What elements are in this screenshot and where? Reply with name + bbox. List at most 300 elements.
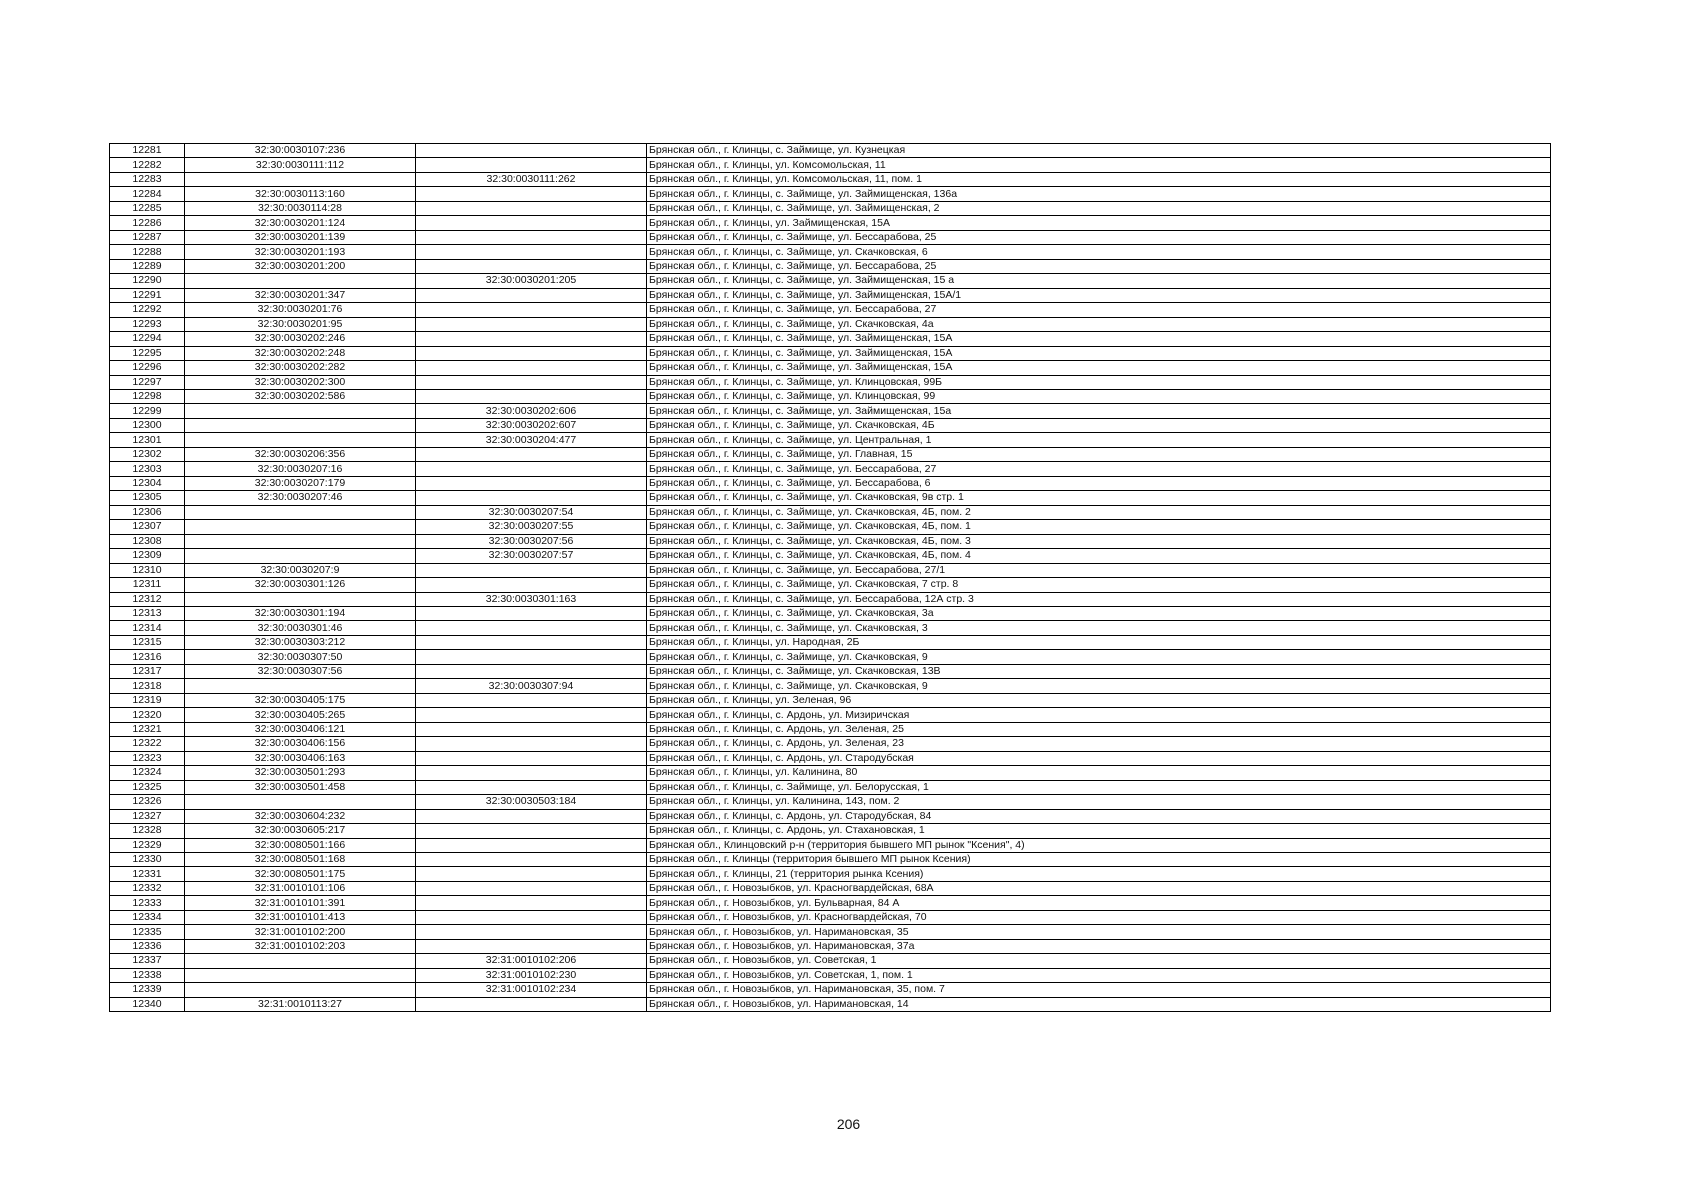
cadastral-number-cell: 32:30:0030202:300 xyxy=(185,375,416,389)
row-number-cell: 12296 xyxy=(110,361,185,375)
table-row xyxy=(110,925,1551,939)
table-row xyxy=(110,476,1551,490)
table-row xyxy=(110,361,1551,375)
cadastral-number-cell xyxy=(185,534,416,548)
table-row xyxy=(110,708,1551,722)
address-cell: Брянская обл., г. Клинцы, с. Ардонь, ул. Зеленая, 25 xyxy=(647,722,1551,736)
address-cell: Брянская обл., г. Новозыбков, ул. Наримановская, 35, пом. 7 xyxy=(647,983,1551,997)
cadastral-number-cell: 32:30:0030201:347 xyxy=(185,288,416,302)
table-row xyxy=(110,896,1551,910)
row-number-cell: 12281 xyxy=(110,144,185,158)
address-cell: Брянская обл., г. Клинцы, с. Займище, ул. Бессарабова, 27 xyxy=(647,303,1551,317)
table-row xyxy=(110,245,1551,259)
row-number-cell: 12340 xyxy=(110,997,185,1011)
row-number-cell: 12285 xyxy=(110,201,185,215)
row-number-cell: 12312 xyxy=(110,592,185,606)
premises-cadastral-number-cell xyxy=(416,317,647,331)
row-number-cell: 12334 xyxy=(110,910,185,924)
registry-table xyxy=(109,143,1551,1012)
table-row xyxy=(110,881,1551,895)
cadastral-number-cell xyxy=(185,274,416,288)
cadastral-number-cell: 32:30:0030307:50 xyxy=(185,650,416,664)
address-cell: Брянская обл., г. Клинцы, ул. Калинина, 80 xyxy=(647,766,1551,780)
cadastral-number-cell: 32:30:0030111:112 xyxy=(185,158,416,172)
table-row xyxy=(110,505,1551,519)
cadastral-number-cell xyxy=(185,954,416,968)
address-cell: Брянская обл., г. Клинцы, ул. Зеленая, 96 xyxy=(647,693,1551,707)
premises-cadastral-number-cell xyxy=(416,288,647,302)
premises-cadastral-number-cell xyxy=(416,939,647,953)
address-cell: Брянская обл., г. Клинцы, с. Займище, ул. Бессарабова, 25 xyxy=(647,259,1551,273)
row-number-cell: 12321 xyxy=(110,722,185,736)
premises-cadastral-number-cell xyxy=(416,491,647,505)
table-row xyxy=(110,809,1551,823)
address-cell: Брянская обл., г. Клинцы, с. Займище, ул. Скачковская, 3 xyxy=(647,621,1551,635)
row-number-cell: 12326 xyxy=(110,795,185,809)
table-row xyxy=(110,520,1551,534)
table-row xyxy=(110,766,1551,780)
cadastral-number-cell: 32:31:0010101:106 xyxy=(185,881,416,895)
premises-cadastral-number-cell xyxy=(416,621,647,635)
row-number-cell: 12316 xyxy=(110,650,185,664)
row-number-cell: 12283 xyxy=(110,172,185,186)
row-number-cell: 12314 xyxy=(110,621,185,635)
table-row xyxy=(110,534,1551,548)
premises-cadastral-number-cell: 32:30:0030207:57 xyxy=(416,549,647,563)
premises-cadastral-number-cell: 32:30:0030111:262 xyxy=(416,172,647,186)
row-number-cell: 12317 xyxy=(110,664,185,678)
row-number-cell: 12319 xyxy=(110,693,185,707)
address-cell: Брянская обл., г. Клинцы, с. Займище, ул. Скачковская, 4Б, пом. 4 xyxy=(647,549,1551,563)
address-cell: Брянская обл., г. Клинцы, с. Займище, ул. Скачковская, 13В xyxy=(647,664,1551,678)
row-number-cell: 12336 xyxy=(110,939,185,953)
address-cell: Брянская обл., г. Клинцы, с. Займище, ул. Кузнецкая xyxy=(647,144,1551,158)
address-cell: Брянская обл., г. Клинцы, с. Займище, ул. Займищенская, 15 а xyxy=(647,274,1551,288)
premises-cadastral-number-cell xyxy=(416,809,647,823)
premises-cadastral-number-cell: 32:30:0030207:55 xyxy=(416,520,647,534)
row-number-cell: 12306 xyxy=(110,505,185,519)
cadastral-number-cell: 32:31:0010101:391 xyxy=(185,896,416,910)
cadastral-number-cell: 32:31:0010102:203 xyxy=(185,939,416,953)
address-cell: Брянская обл., г. Клинцы, с. Займище, ул. Скачковская, 4Б, пом. 2 xyxy=(647,505,1551,519)
premises-cadastral-number-cell: 32:31:0010102:230 xyxy=(416,968,647,982)
cadastral-number-cell: 32:30:0030406:121 xyxy=(185,722,416,736)
address-cell: Брянская обл., г. Клинцы, с. Займище, ул. Скачковская, 9 xyxy=(647,679,1551,693)
premises-cadastral-number-cell xyxy=(416,751,647,765)
table-row xyxy=(110,389,1551,403)
address-cell: Брянская обл., г. Новозыбков, ул. Наримановская, 35 xyxy=(647,925,1551,939)
table-row xyxy=(110,592,1551,606)
address-cell: Брянская обл., г. Клинцы, с. Займище, ул. Скачковская, 6 xyxy=(647,245,1551,259)
premises-cadastral-number-cell xyxy=(416,389,647,403)
address-cell: Брянская обл., г. Клинцы, с. Займище, ул. Бессарабова, 27 xyxy=(647,462,1551,476)
address-cell: Брянская обл., г. Клинцы, с. Займище, ул. Скачковская, 3а xyxy=(647,607,1551,621)
premises-cadastral-number-cell xyxy=(416,867,647,881)
cadastral-number-cell: 32:31:0010113:27 xyxy=(185,997,416,1011)
row-number-cell: 12308 xyxy=(110,534,185,548)
cadastral-number-cell: 32:30:0030201:124 xyxy=(185,216,416,230)
premises-cadastral-number-cell: 32:30:0030202:606 xyxy=(416,404,647,418)
table-row xyxy=(110,230,1551,244)
row-number-cell: 12313 xyxy=(110,607,185,621)
cadastral-number-cell: 32:30:0030113:160 xyxy=(185,187,416,201)
premises-cadastral-number-cell: 32:30:0030202:607 xyxy=(416,418,647,432)
premises-cadastral-number-cell xyxy=(416,447,647,461)
premises-cadastral-number-cell: 32:30:0030301:163 xyxy=(416,592,647,606)
row-number-cell: 12304 xyxy=(110,476,185,490)
table-row xyxy=(110,303,1551,317)
cadastral-number-cell: 32:30:0030604:232 xyxy=(185,809,416,823)
premises-cadastral-number-cell xyxy=(416,303,647,317)
cadastral-number-cell: 32:30:0030202:246 xyxy=(185,332,416,346)
row-number-cell: 12323 xyxy=(110,751,185,765)
table-row xyxy=(110,997,1551,1011)
cadastral-number-cell: 32:30:0030207:46 xyxy=(185,491,416,505)
row-number-cell: 12295 xyxy=(110,346,185,360)
row-number-cell: 12322 xyxy=(110,737,185,751)
row-number-cell: 12320 xyxy=(110,708,185,722)
address-cell: Брянская обл., г. Клинцы, с. Займище, ул. Займищенская, 15а xyxy=(647,404,1551,418)
row-number-cell: 12300 xyxy=(110,418,185,432)
premises-cadastral-number-cell xyxy=(416,693,647,707)
premises-cadastral-number-cell xyxy=(416,216,647,230)
table-row xyxy=(110,404,1551,418)
cadastral-number-cell: 32:30:0030405:175 xyxy=(185,693,416,707)
row-number-cell: 12299 xyxy=(110,404,185,418)
table-row xyxy=(110,433,1551,447)
premises-cadastral-number-cell: 32:30:0030207:56 xyxy=(416,534,647,548)
table-row xyxy=(110,259,1551,273)
address-cell: Брянская обл., г. Клинцы, с. Займище, ул. Займищенская, 15А xyxy=(647,361,1551,375)
premises-cadastral-number-cell xyxy=(416,578,647,592)
row-number-cell: 12302 xyxy=(110,447,185,461)
address-cell: Брянская обл., г. Новозыбков, ул. Советская, 1, пом. 1 xyxy=(647,968,1551,982)
cadastral-number-cell xyxy=(185,968,416,982)
cadastral-number-cell xyxy=(185,549,416,563)
table-row xyxy=(110,187,1551,201)
row-number-cell: 12328 xyxy=(110,824,185,838)
address-cell: Брянская обл., г. Клинцы, с. Займище, ул. Клинцовская, 99 xyxy=(647,389,1551,403)
table-row xyxy=(110,216,1551,230)
table-row xyxy=(110,375,1551,389)
address-cell: Брянская обл., г. Клинцы, с. Ардонь, ул. Мизиричская xyxy=(647,708,1551,722)
cadastral-number-cell xyxy=(185,172,416,186)
cadastral-number-cell: 32:30:0030202:248 xyxy=(185,346,416,360)
address-cell: Брянская обл., г. Клинцы, с. Займище, ул. Центральная, 1 xyxy=(647,433,1551,447)
address-cell: Брянская обл., г. Новозыбков, ул. Красногвардейская, 68А xyxy=(647,881,1551,895)
address-cell: Брянская обл., г. Клинцы, с. Займище, ул. Бессарабова, 6 xyxy=(647,476,1551,490)
premises-cadastral-number-cell: 32:30:0030201:205 xyxy=(416,274,647,288)
table-row xyxy=(110,824,1551,838)
premises-cadastral-number-cell: 32:31:0010102:234 xyxy=(416,983,647,997)
cadastral-number-cell: 32:30:0030206:356 xyxy=(185,447,416,461)
cadastral-number-cell: 32:30:0030605:217 xyxy=(185,824,416,838)
premises-cadastral-number-cell xyxy=(416,187,647,201)
table-row xyxy=(110,621,1551,635)
table-row xyxy=(110,751,1551,765)
address-cell: Брянская обл., г. Клинцы, с. Займище, ул. Бессарабова, 25 xyxy=(647,230,1551,244)
table-row xyxy=(110,635,1551,649)
address-cell: Брянская обл., г. Новозыбков, ул. Советская, 1 xyxy=(647,954,1551,968)
premises-cadastral-number-cell xyxy=(416,925,647,939)
address-cell: Брянская обл., г. Клинцы, ул. Калинина, 143, пом. 2 xyxy=(647,795,1551,809)
table-row xyxy=(110,968,1551,982)
row-number-cell: 12301 xyxy=(110,433,185,447)
row-number-cell: 12331 xyxy=(110,867,185,881)
cadastral-number-cell: 32:30:0030201:95 xyxy=(185,317,416,331)
row-number-cell: 12311 xyxy=(110,578,185,592)
premises-cadastral-number-cell xyxy=(416,881,647,895)
address-cell: Брянская обл., г. Клинцы, с. Займище, ул. Скачковская, 7 стр. 8 xyxy=(647,578,1551,592)
table-row xyxy=(110,838,1551,852)
cadastral-number-cell xyxy=(185,795,416,809)
table-row xyxy=(110,172,1551,186)
row-number-cell: 12330 xyxy=(110,852,185,866)
premises-cadastral-number-cell xyxy=(416,230,647,244)
cadastral-number-cell xyxy=(185,983,416,997)
premises-cadastral-number-cell xyxy=(416,896,647,910)
cadastral-number-cell xyxy=(185,505,416,519)
row-number-cell: 12318 xyxy=(110,679,185,693)
premises-cadastral-number-cell xyxy=(416,607,647,621)
cadastral-number-cell: 32:30:0030202:282 xyxy=(185,361,416,375)
row-number-cell: 12303 xyxy=(110,462,185,476)
address-cell: Брянская обл., г. Клинцы, ул. Комсомольская, 11 xyxy=(647,158,1551,172)
cadastral-number-cell: 32:30:0030406:163 xyxy=(185,751,416,765)
row-number-cell: 12286 xyxy=(110,216,185,230)
address-cell: Брянская обл., г. Новозыбков, ул. Красногвардейская, 70 xyxy=(647,910,1551,924)
registry-table-body xyxy=(110,144,1551,1012)
cadastral-number-cell xyxy=(185,404,416,418)
row-number-cell: 12282 xyxy=(110,158,185,172)
table-row xyxy=(110,780,1551,794)
premises-cadastral-number-cell xyxy=(416,910,647,924)
row-number-cell: 12298 xyxy=(110,389,185,403)
row-number-cell: 12335 xyxy=(110,925,185,939)
table-row xyxy=(110,954,1551,968)
premises-cadastral-number-cell xyxy=(416,737,647,751)
row-number-cell: 12329 xyxy=(110,838,185,852)
table-row xyxy=(110,910,1551,924)
row-number-cell: 12287 xyxy=(110,230,185,244)
table-row xyxy=(110,447,1551,461)
table-row xyxy=(110,693,1551,707)
premises-cadastral-number-cell xyxy=(416,780,647,794)
table-row xyxy=(110,578,1551,592)
table-row xyxy=(110,650,1551,664)
cadastral-number-cell: 32:30:0030201:139 xyxy=(185,230,416,244)
cadastral-number-cell: 32:30:0030202:586 xyxy=(185,389,416,403)
cadastral-number-cell: 32:30:0030405:265 xyxy=(185,708,416,722)
table-row xyxy=(110,144,1551,158)
address-cell: Брянская обл., г. Клинцы, с. Займище, ул. Займищенская, 15А/1 xyxy=(647,288,1551,302)
table-row xyxy=(110,491,1551,505)
cadastral-number-cell: 32:30:0030114:28 xyxy=(185,201,416,215)
address-cell: Брянская обл., Клинцовский р-н (территория бывшего МП рынок "Ксения", 4) xyxy=(647,838,1551,852)
premises-cadastral-number-cell xyxy=(416,852,647,866)
table-row xyxy=(110,346,1551,360)
address-cell: Брянская обл., г. Клинцы, с. Займище, ул. Скачковская, 4а xyxy=(647,317,1551,331)
cadastral-number-cell: 32:30:0030501:293 xyxy=(185,766,416,780)
premises-cadastral-number-cell xyxy=(416,201,647,215)
row-number-cell: 12333 xyxy=(110,896,185,910)
row-number-cell: 12291 xyxy=(110,288,185,302)
row-number-cell: 12292 xyxy=(110,303,185,317)
row-number-cell: 12309 xyxy=(110,549,185,563)
row-number-cell: 12338 xyxy=(110,968,185,982)
cadastral-number-cell: 32:30:0030301:126 xyxy=(185,578,416,592)
row-number-cell: 12324 xyxy=(110,766,185,780)
premises-cadastral-number-cell: 32:30:0030207:54 xyxy=(416,505,647,519)
premises-cadastral-number-cell xyxy=(416,664,647,678)
address-cell: Брянская обл., г. Клинцы, с. Ардонь, ул. Стародубская, 84 xyxy=(647,809,1551,823)
premises-cadastral-number-cell xyxy=(416,766,647,780)
table-row xyxy=(110,563,1551,577)
premises-cadastral-number-cell xyxy=(416,722,647,736)
table-row xyxy=(110,852,1551,866)
table-row xyxy=(110,867,1551,881)
address-cell: Брянская обл., г. Новозыбков, ул. Наримановская, 37а xyxy=(647,939,1551,953)
cadastral-number-cell: 32:30:0030301:46 xyxy=(185,621,416,635)
table-row xyxy=(110,549,1551,563)
row-number-cell: 12293 xyxy=(110,317,185,331)
cadastral-number-cell: 32:30:0030301:194 xyxy=(185,607,416,621)
premises-cadastral-number-cell xyxy=(416,635,647,649)
cadastral-number-cell: 32:30:0030207:16 xyxy=(185,462,416,476)
row-number-cell: 12307 xyxy=(110,520,185,534)
row-number-cell: 12337 xyxy=(110,954,185,968)
cadastral-number-cell: 32:31:0010101:413 xyxy=(185,910,416,924)
address-cell: Брянская обл., г. Клинцы (территория бывшего МП рынок Ксения) xyxy=(647,852,1551,866)
address-cell: Брянская обл., г. Клинцы, с. Займище, ул. Белорусская, 1 xyxy=(647,780,1551,794)
cadastral-number-cell: 32:30:0030201:200 xyxy=(185,259,416,273)
table-row xyxy=(110,722,1551,736)
table-row xyxy=(110,201,1551,215)
table-row xyxy=(110,939,1551,953)
address-cell: Брянская обл., г. Новозыбков, ул. Бульварная, 84 А xyxy=(647,896,1551,910)
cadastral-number-cell: 32:30:0030201:76 xyxy=(185,303,416,317)
address-cell: Брянская обл., г. Клинцы, ул. Комсомольская, 11, пом. 1 xyxy=(647,172,1551,186)
cadastral-number-cell xyxy=(185,520,416,534)
row-number-cell: 12327 xyxy=(110,809,185,823)
table-row xyxy=(110,288,1551,302)
address-cell: Брянская обл., г. Клинцы, ул. Народная, 2Б xyxy=(647,635,1551,649)
address-cell: Брянская обл., г. Клинцы, 21 (территория рынка Ксения) xyxy=(647,867,1551,881)
address-cell: Брянская обл., г. Клинцы, с. Займище, ул. Займищенская, 15А xyxy=(647,332,1551,346)
address-cell: Брянская обл., г. Клинцы, с. Займище, ул. Скачковская, 4Б, пом. 1 xyxy=(647,520,1551,534)
table-row xyxy=(110,158,1551,172)
table-row xyxy=(110,664,1551,678)
row-number-cell: 12288 xyxy=(110,245,185,259)
address-cell: Брянская обл., г. Новозыбков, ул. Наримановская, 14 xyxy=(647,997,1551,1011)
premises-cadastral-number-cell xyxy=(416,838,647,852)
cadastral-number-cell: 32:30:0080501:168 xyxy=(185,852,416,866)
premises-cadastral-number-cell xyxy=(416,375,647,389)
row-number-cell: 12325 xyxy=(110,780,185,794)
address-cell: Брянская обл., г. Клинцы, с. Займище, ул. Займищенская, 2 xyxy=(647,201,1551,215)
cadastral-number-cell: 32:31:0010102:200 xyxy=(185,925,416,939)
cadastral-number-cell xyxy=(185,418,416,432)
premises-cadastral-number-cell: 32:30:0030204:477 xyxy=(416,433,647,447)
cadastral-number-cell xyxy=(185,433,416,447)
premises-cadastral-number-cell xyxy=(416,346,647,360)
premises-cadastral-number-cell xyxy=(416,462,647,476)
cadastral-number-cell: 32:30:0030107:236 xyxy=(185,144,416,158)
address-cell: Брянская обл., г. Клинцы, с. Займище, ул. Скачковская, 4Б xyxy=(647,418,1551,432)
address-cell: Брянская обл., г. Клинцы, с. Ардонь, ул. Стародубская xyxy=(647,751,1551,765)
table-row xyxy=(110,332,1551,346)
cadastral-number-cell: 32:30:0080501:175 xyxy=(185,867,416,881)
row-number-cell: 12284 xyxy=(110,187,185,201)
cadastral-number-cell: 32:30:0030207:9 xyxy=(185,563,416,577)
premises-cadastral-number-cell xyxy=(416,245,647,259)
address-cell: Брянская обл., г. Клинцы, с. Займище, ул. Главная, 15 xyxy=(647,447,1551,461)
row-number-cell: 12290 xyxy=(110,274,185,288)
cadastral-number-cell: 32:30:0030303:212 xyxy=(185,635,416,649)
premises-cadastral-number-cell xyxy=(416,361,647,375)
row-number-cell: 12297 xyxy=(110,375,185,389)
page-number: 206 xyxy=(836,1116,861,1132)
premises-cadastral-number-cell xyxy=(416,332,647,346)
address-cell: Брянская обл., г. Клинцы, ул. Займищенская, 15А xyxy=(647,216,1551,230)
cadastral-number-cell xyxy=(185,592,416,606)
address-cell: Брянская обл., г. Клинцы, с. Займище, ул. Займищенская, 15А xyxy=(647,346,1551,360)
cadastral-number-cell: 32:30:0030501:458 xyxy=(185,780,416,794)
address-cell: Брянская обл., г. Клинцы, с. Ардонь, ул. Зеленая, 23 xyxy=(647,737,1551,751)
premises-cadastral-number-cell: 32:30:0030307:94 xyxy=(416,679,647,693)
premises-cadastral-number-cell xyxy=(416,259,647,273)
row-number-cell: 12294 xyxy=(110,332,185,346)
table-row xyxy=(110,317,1551,331)
address-cell: Брянская обл., г. Клинцы, с. Займище, ул. Скачковская, 9 xyxy=(647,650,1551,664)
address-cell: Брянская обл., г. Клинцы, с. Займище, ул. Займищенская, 136а xyxy=(647,187,1551,201)
address-cell: Брянская обл., г. Клинцы, с. Ардонь, ул. Стахановская, 1 xyxy=(647,824,1551,838)
address-cell: Брянская обл., г. Клинцы, с. Займище, ул. Бессарабова, 27/1 xyxy=(647,563,1551,577)
cadastral-number-cell: 32:30:0080501:166 xyxy=(185,838,416,852)
address-cell: Брянская обл., г. Клинцы, с. Займище, ул. Бессарабова, 12А стр. 3 xyxy=(647,592,1551,606)
premises-cadastral-number-cell xyxy=(416,476,647,490)
row-number-cell: 12339 xyxy=(110,983,185,997)
row-number-cell: 12315 xyxy=(110,635,185,649)
table-row xyxy=(110,418,1551,432)
premises-cadastral-number-cell: 32:30:0030503:184 xyxy=(416,795,647,809)
row-number-cell: 12310 xyxy=(110,563,185,577)
table-row xyxy=(110,274,1551,288)
cadastral-number-cell: 32:30:0030207:179 xyxy=(185,476,416,490)
premises-cadastral-number-cell xyxy=(416,144,647,158)
cadastral-number-cell: 32:30:0030307:56 xyxy=(185,664,416,678)
premises-cadastral-number-cell: 32:31:0010102:206 xyxy=(416,954,647,968)
premises-cadastral-number-cell xyxy=(416,650,647,664)
cadastral-number-cell xyxy=(185,679,416,693)
row-number-cell: 12332 xyxy=(110,881,185,895)
table-row xyxy=(110,679,1551,693)
premises-cadastral-number-cell xyxy=(416,824,647,838)
table-row xyxy=(110,983,1551,997)
address-cell: Брянская обл., г. Клинцы, с. Займище, ул. Скачковская, 9в стр. 1 xyxy=(647,491,1551,505)
table-row xyxy=(110,737,1551,751)
row-number-cell: 12305 xyxy=(110,491,185,505)
address-cell: Брянская обл., г. Клинцы, с. Займище, ул. Клинцовская, 99Б xyxy=(647,375,1551,389)
table-row xyxy=(110,462,1551,476)
premises-cadastral-number-cell xyxy=(416,708,647,722)
cadastral-number-cell: 32:30:0030201:193 xyxy=(185,245,416,259)
table-row xyxy=(110,795,1551,809)
premises-cadastral-number-cell xyxy=(416,997,647,1011)
premises-cadastral-number-cell xyxy=(416,158,647,172)
table-row xyxy=(110,607,1551,621)
row-number-cell: 12289 xyxy=(110,259,185,273)
